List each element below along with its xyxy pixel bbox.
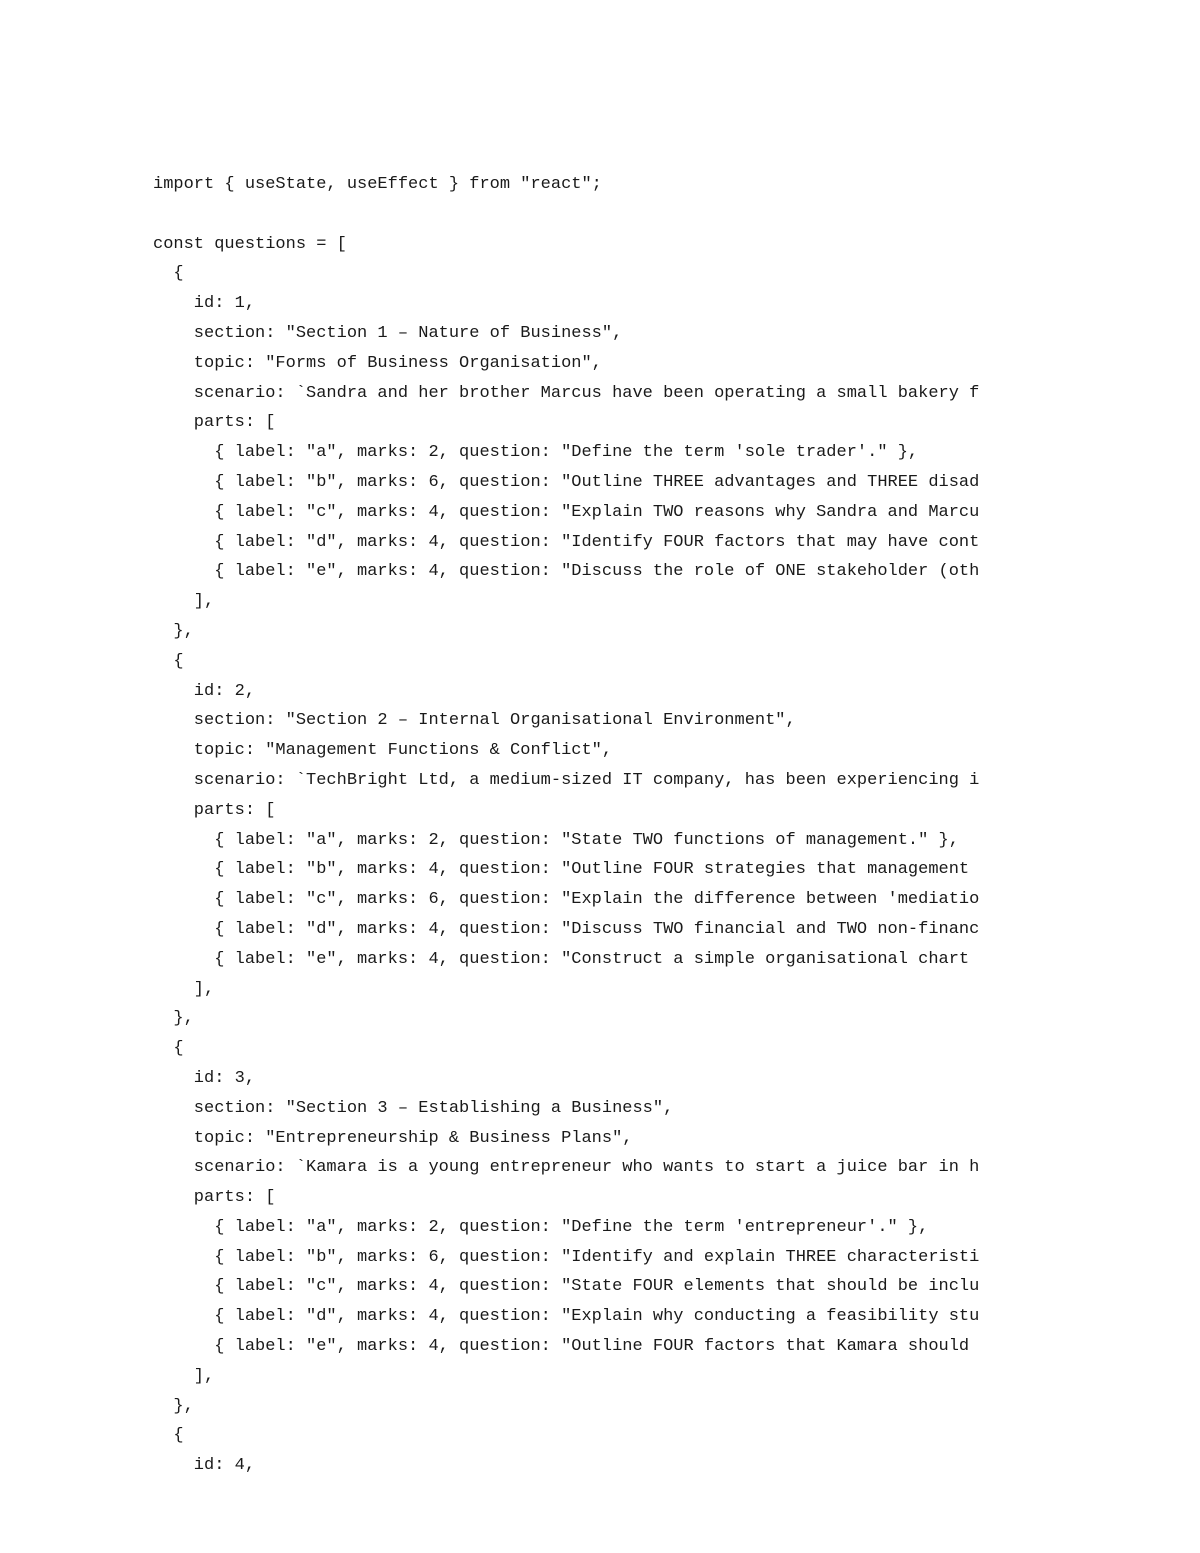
code-line: { label: "d", marks: 4, question: "Explain why conducting a feasibility stu	[153, 1307, 980, 1327]
code-line: topic: "Management Functions & Conflict",	[153, 741, 613, 761]
code-line: id: 1,	[153, 294, 256, 314]
code-line: {	[153, 651, 184, 671]
code-line: { label: "b", marks: 6, question: "Outline THREE advantages and THREE disad	[153, 472, 980, 492]
code-line: { label: "b", marks: 4, question: "Outline FOUR strategies that management	[153, 860, 970, 880]
code-listing	[153, 170, 1068, 1481]
code-line: { label: "e", marks: 4, question: "Construct a simple organisational chart	[153, 949, 970, 969]
code-line: topic: "Entrepreneurship & Business Plans",	[153, 1128, 633, 1148]
code-line: },	[153, 1396, 194, 1416]
code-line: import { useState, useEffect } from "react";	[153, 175, 602, 194]
code-line: },	[153, 1009, 194, 1029]
code-line: parts: [	[153, 800, 276, 820]
code-line: section: "Section 3 – Establishing a Business",	[153, 1098, 674, 1118]
code-line: ],	[153, 592, 215, 612]
code-line: },	[153, 621, 194, 641]
code-line: ],	[153, 979, 215, 999]
code-line	[153, 200, 1068, 230]
code-line: section: "Section 2 – Internal Organisational Environment",	[153, 711, 796, 731]
code-line: { label: "e", marks: 4, question: "Outline FOUR factors that Kamara should	[153, 1337, 970, 1357]
code-line: const questions = [	[153, 234, 347, 254]
code-line: { label: "d", marks: 4, question: "Identify FOUR factors that may have cont	[153, 532, 980, 552]
code-line: { label: "e", marks: 4, question: "Discuss the role of ONE stakeholder (oth	[153, 562, 980, 582]
code-line: {	[153, 264, 184, 284]
code-line: { label: "a", marks: 2, question: "Define the term 'sole trader'." },	[153, 443, 919, 463]
code-line: { label: "b", marks: 6, question: "Identify and explain THREE characteristi	[153, 1247, 980, 1267]
code-line: { label: "c", marks: 6, question: "Explain the difference between 'mediatio	[153, 890, 980, 910]
code-line: id: 3,	[153, 1068, 256, 1088]
code-line: { label: "a", marks: 2, question: "Define the term 'entrepreneur'." },	[153, 1217, 929, 1237]
code-line: section: "Section 1 – Nature of Business",	[153, 323, 623, 343]
code-line: { label: "c", marks: 4, question: "Explain TWO reasons why Sandra and Marcu	[153, 502, 980, 522]
code-line: parts: [	[153, 1188, 276, 1208]
code-line: { label: "a", marks: 2, question: "State TWO functions of management." },	[153, 830, 959, 850]
code-line: topic: "Forms of Business Organisation",	[153, 353, 602, 373]
code-line: scenario: `Sandra and her brother Marcus have been operating a small bakery f	[153, 383, 980, 403]
code-line: { label: "d", marks: 4, question: "Discuss TWO financial and TWO non-financ	[153, 919, 980, 939]
code-line: scenario: `Kamara is a young entrepreneur who wants to start a juice bar in h	[153, 1158, 980, 1178]
code-line: id: 2,	[153, 681, 256, 701]
code-line: id: 4,	[153, 1456, 256, 1476]
code-line: ],	[153, 1366, 215, 1386]
code-line: { label: "c", marks: 4, question: "State FOUR elements that should be inclu	[153, 1277, 980, 1297]
code-line: scenario: `TechBright Ltd, a medium-sized IT company, has been experiencing i	[153, 770, 980, 790]
code-line: parts: [	[153, 413, 276, 433]
code-line: {	[153, 1426, 184, 1446]
code-line: {	[153, 1039, 184, 1059]
